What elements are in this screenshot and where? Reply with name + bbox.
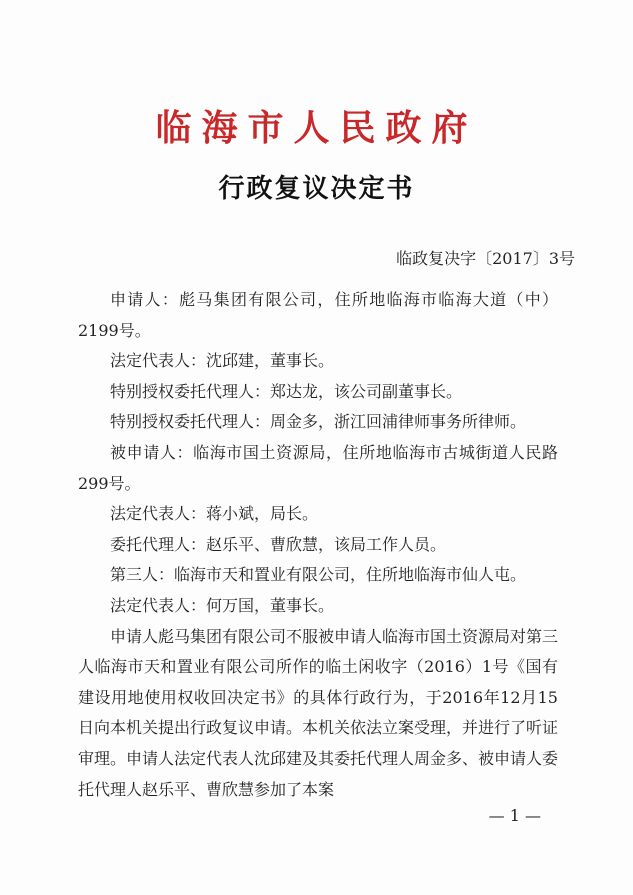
paragraph-agent-1: 特别授权委托代理人：郑达龙，该公司副董事长。 bbox=[110, 381, 463, 401]
paragraph-respondent-legal-rep: 法定代表人：蒋小斌，局长。 bbox=[110, 504, 319, 524]
document-number: 临政复决字〔2017〕3号 bbox=[396, 249, 575, 268]
document-body bbox=[78, 285, 558, 805]
paragraph-respondent-agents: 委托代理人：赵乐平、曹欣慧，该局工作人员。 bbox=[110, 534, 447, 554]
document-type-title: 行政复议决定书 bbox=[218, 174, 415, 204]
paragraph-third-party-legal-rep: 法定代表人：何万国，董事长。 bbox=[110, 595, 335, 615]
paragraph-applicant: 申请人：彪马集团有限公司，住所地临海市临海大道（中）2199号。 bbox=[78, 290, 558, 340]
paragraph-case-summary: 申请人彪马集团有限公司不服被申请人临海市国土资源局对第三人临海市天和置业有限公司所作的临土闲收字（2016）1号《国有建设用地使用权收回决定书》的具体行政行为，于2016年12月15日向本机关提出行政复议申请。本机关依法立案受理，并进行了听证审理。申请人法定代表人沈邱建及其委托代理人周金多、被申请人委托代理人赵乐平、曹欣慧参加了本案 bbox=[78, 626, 559, 799]
paragraph-agent-2: 特别授权委托代理人：周金多，浙江回浦律师事务所律师。 bbox=[110, 412, 527, 432]
issuer-title: 临海市人民政府 bbox=[155, 107, 478, 149]
paragraph-applicant-legal-rep: 法定代表人：沈邱建，董事长。 bbox=[110, 351, 335, 371]
paragraph-third-party: 第三人：临海市天和置业有限公司，住所地临海市仙人屯。 bbox=[110, 565, 527, 585]
page-number: — 1 — bbox=[488, 806, 541, 825]
paragraph-respondent: 被申请人：临海市国土资源局，住所地临海市古城街道人民路299号。 bbox=[78, 442, 558, 493]
